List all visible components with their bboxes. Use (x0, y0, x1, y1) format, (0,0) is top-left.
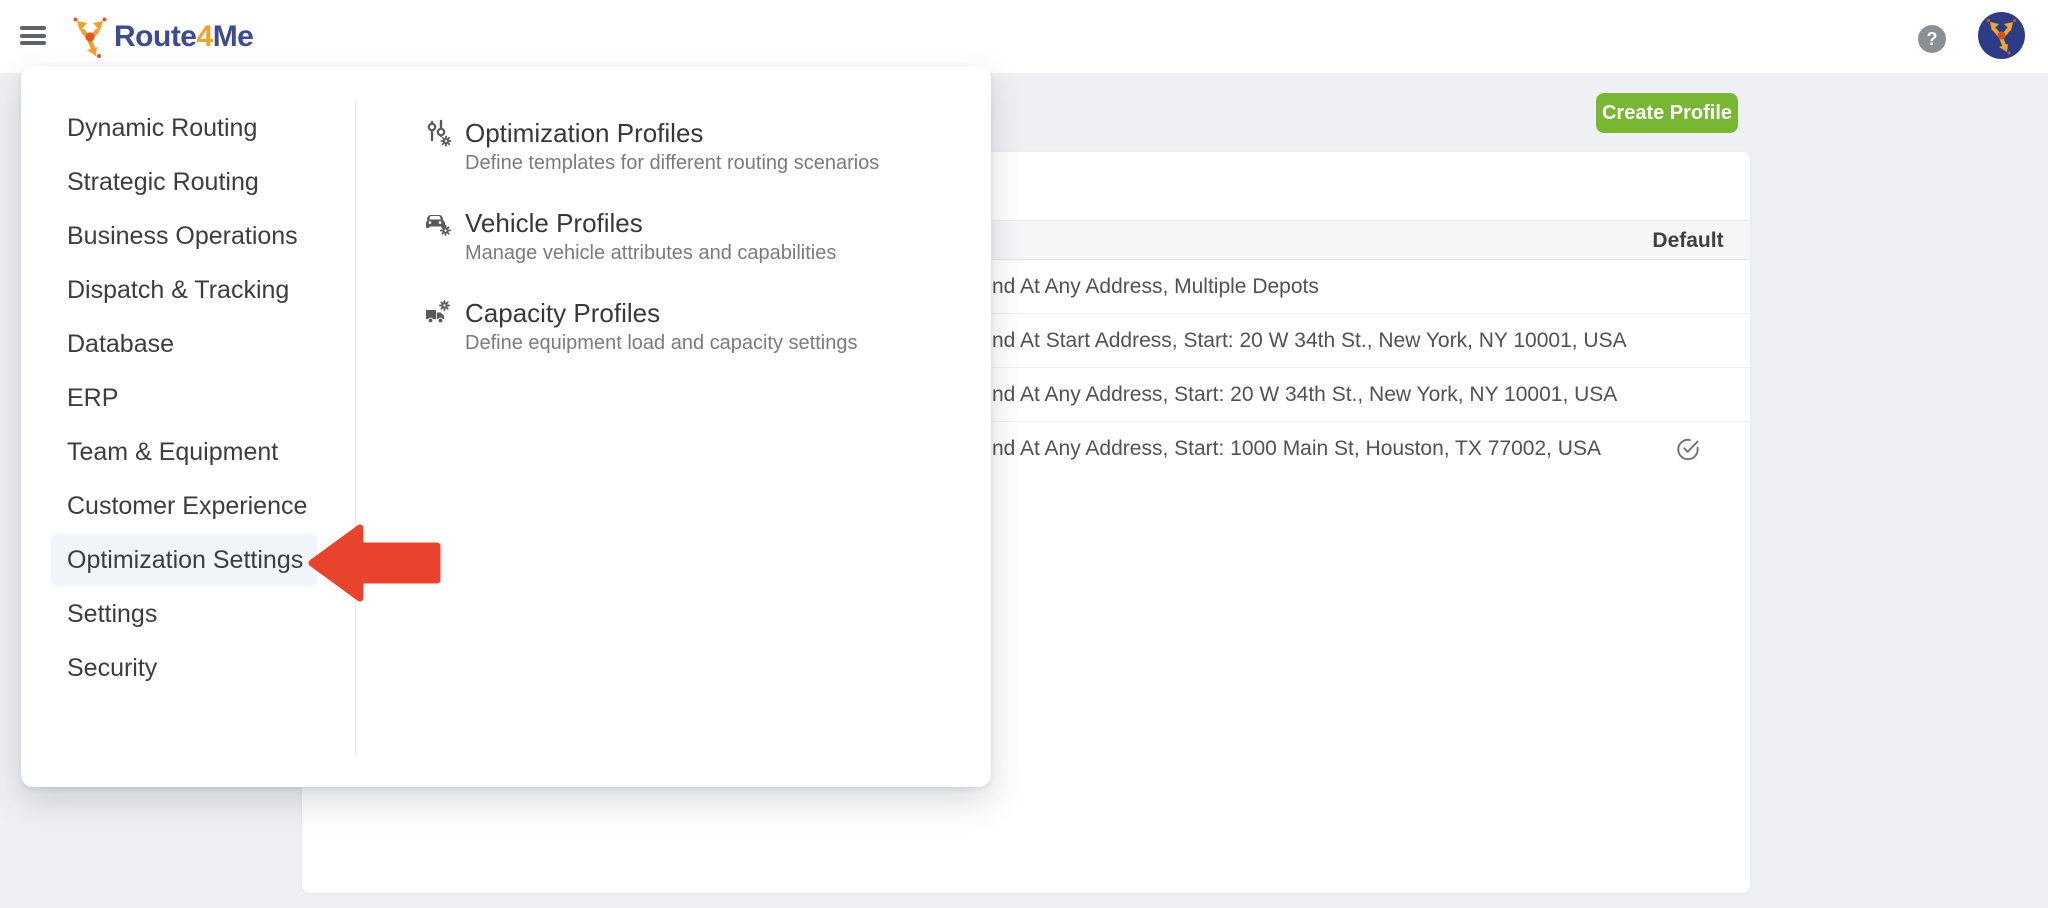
profile-row-text: nd At Any Address, Start: 20 W 34th St., New York, NY 10001, USA (992, 383, 1618, 406)
top-bar (0, 0, 2048, 73)
default-cell[interactable] (1638, 422, 1738, 476)
help-icon[interactable]: ? (1918, 25, 1946, 53)
profile-row-text: nd At Start Address, Start: 20 W 34th St., New York, NY 10001, USA (992, 329, 1627, 352)
submenu-item-capacity-profiles[interactable] (424, 296, 964, 356)
menu-item-team-equipment[interactable]: Team & Equipment (67, 438, 279, 466)
submenu-title: Capacity Profiles (465, 298, 661, 328)
submenu-title: Vehicle Profiles (465, 208, 643, 238)
default-column-header: Default (1652, 229, 1724, 252)
profile-row-text: nd At Any Address, Start: 1000 Main St, Houston, TX 77002, USA (992, 437, 1601, 460)
menu-item-erp[interactable]: ERP (67, 384, 119, 412)
default-cell (1638, 260, 1738, 314)
menu-item-settings[interactable]: Settings (67, 600, 158, 628)
route4me-logo[interactable] (72, 16, 253, 58)
hamburger-menu-icon[interactable] (20, 26, 50, 48)
menu-item-strategic-routing[interactable]: Strategic Routing (67, 168, 259, 196)
menu-item-optimization-settings[interactable]: Optimization Settings (51, 533, 317, 587)
menu-item-dispatch-tracking[interactable]: Dispatch & Tracking (67, 276, 290, 304)
submenu-item-vehicle-profiles[interactable] (424, 206, 964, 266)
menu-divider (355, 100, 356, 756)
submenu-item-optimization-profiles[interactable] (424, 116, 964, 176)
brand-wordmark: Route4Me (114, 20, 254, 53)
menu-item-customer-experience[interactable]: Customer Experience (67, 492, 308, 520)
profile-row-text: nd At Any Address, Multiple Depots (992, 275, 1319, 298)
submenu-subtitle: Manage vehicle attributes and capabilities (465, 242, 837, 264)
capacity-gear-icon (424, 299, 452, 327)
menu-item-dynamic-routing[interactable]: Dynamic Routing (67, 114, 258, 142)
submenu-title: Optimization Profiles (465, 118, 704, 148)
vehicle-gear-icon (424, 209, 452, 237)
submenu-subtitle: Define equipment load and capacity settings (465, 332, 858, 354)
menu-item-security[interactable]: Security (67, 654, 158, 682)
menu-item-business-operations[interactable]: Business Operations (67, 222, 298, 250)
avatar-logo-icon (1978, 12, 2025, 59)
create-profile-button[interactable]: Create Profile (1596, 93, 1738, 133)
submenu-subtitle: Define templates for different routing scenarios (465, 152, 880, 174)
default-cell (1638, 368, 1738, 422)
sliders-gear-icon (424, 119, 452, 147)
route4me-logo-icon (72, 16, 108, 58)
menu-item-database[interactable]: Database (67, 330, 175, 358)
menu-left-column (51, 101, 351, 695)
avatar[interactable] (1978, 12, 2025, 59)
nav-mega-menu (21, 66, 991, 787)
default-cell (1638, 314, 1738, 368)
check-circle-icon (1676, 437, 1700, 461)
